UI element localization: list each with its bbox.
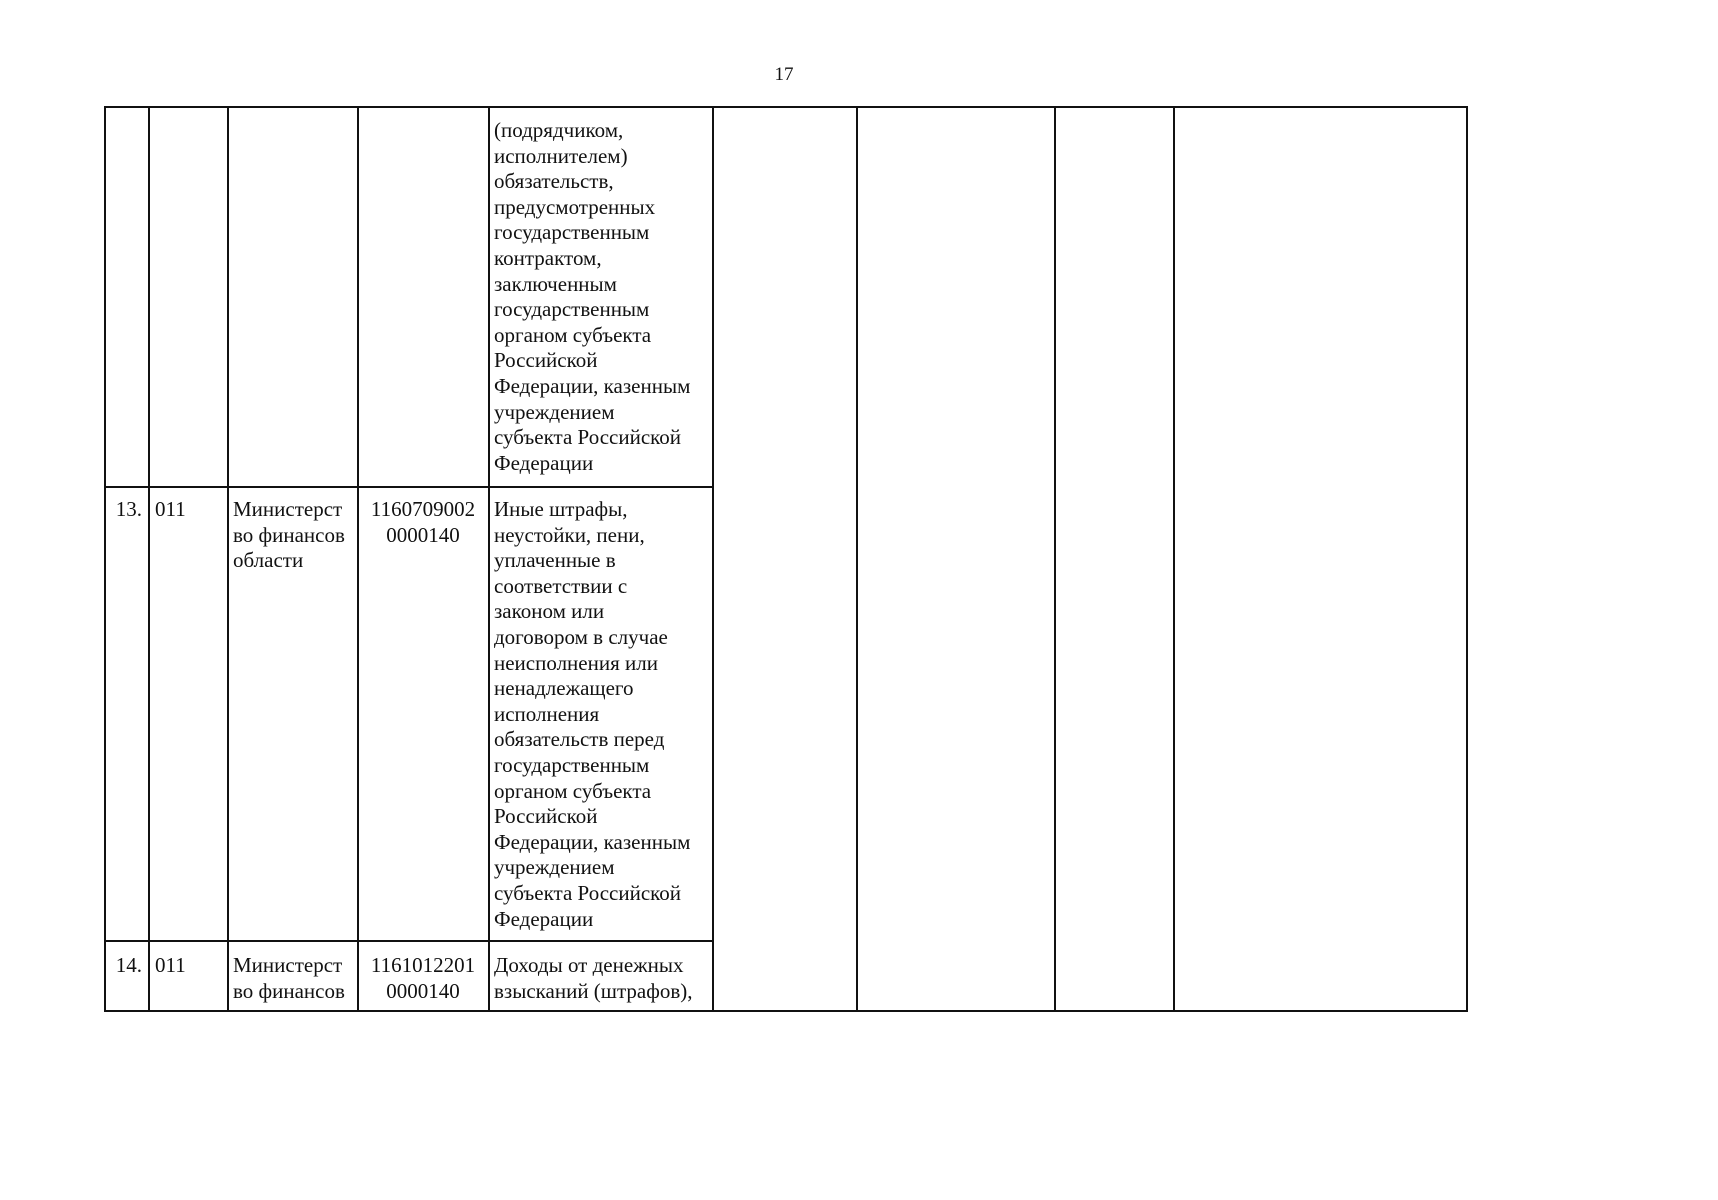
page-number: 17 (774, 64, 794, 85)
column-border (1466, 106, 1468, 1012)
kbk-code: 1160709002 0000140 (370, 497, 476, 547)
admin-code: 011 (155, 497, 186, 521)
kbk-code: 1161012201 0000140 (370, 953, 476, 1003)
column-border (357, 106, 359, 1012)
income-description: Доходы от денежных взысканий (штрафов), (494, 953, 693, 1003)
admin-name: Министерст во финансов (233, 953, 345, 1003)
column-border (104, 106, 106, 1012)
column-border (1054, 106, 1056, 1012)
row-number: 14. (115, 953, 142, 977)
continued-row-description: (подрядчиком, исполнителем) обязательств, предусмотренных государственным контрактом, заключенным государственным органом субъекта Российской Федерации, казенным учреждением субъекта Российской Федерации (494, 118, 691, 475)
admin-name: Министерст во финансов области (233, 497, 345, 573)
row-14-top-border (104, 940, 714, 942)
column-border (148, 106, 150, 1012)
column-border (856, 106, 858, 1012)
income-description: Иные штрафы, неустойки, пени, уплаченные в соответствии с законом или договором в случае неисполнения или ненадлежащего исполнения обязательств перед государственным органом субъекта Российской Федерации, казенным учреждением субъекта Российской Федерации (494, 497, 691, 931)
table-bottom-border (104, 1010, 1468, 1012)
row-13-top-border (104, 486, 714, 488)
row-number: 13. (115, 497, 142, 521)
column-border (1173, 106, 1175, 1012)
column-border (227, 106, 229, 1012)
table-top-border (104, 106, 1468, 108)
admin-code: 011 (155, 953, 186, 977)
column-border (488, 106, 490, 1012)
column-border (712, 106, 714, 1012)
